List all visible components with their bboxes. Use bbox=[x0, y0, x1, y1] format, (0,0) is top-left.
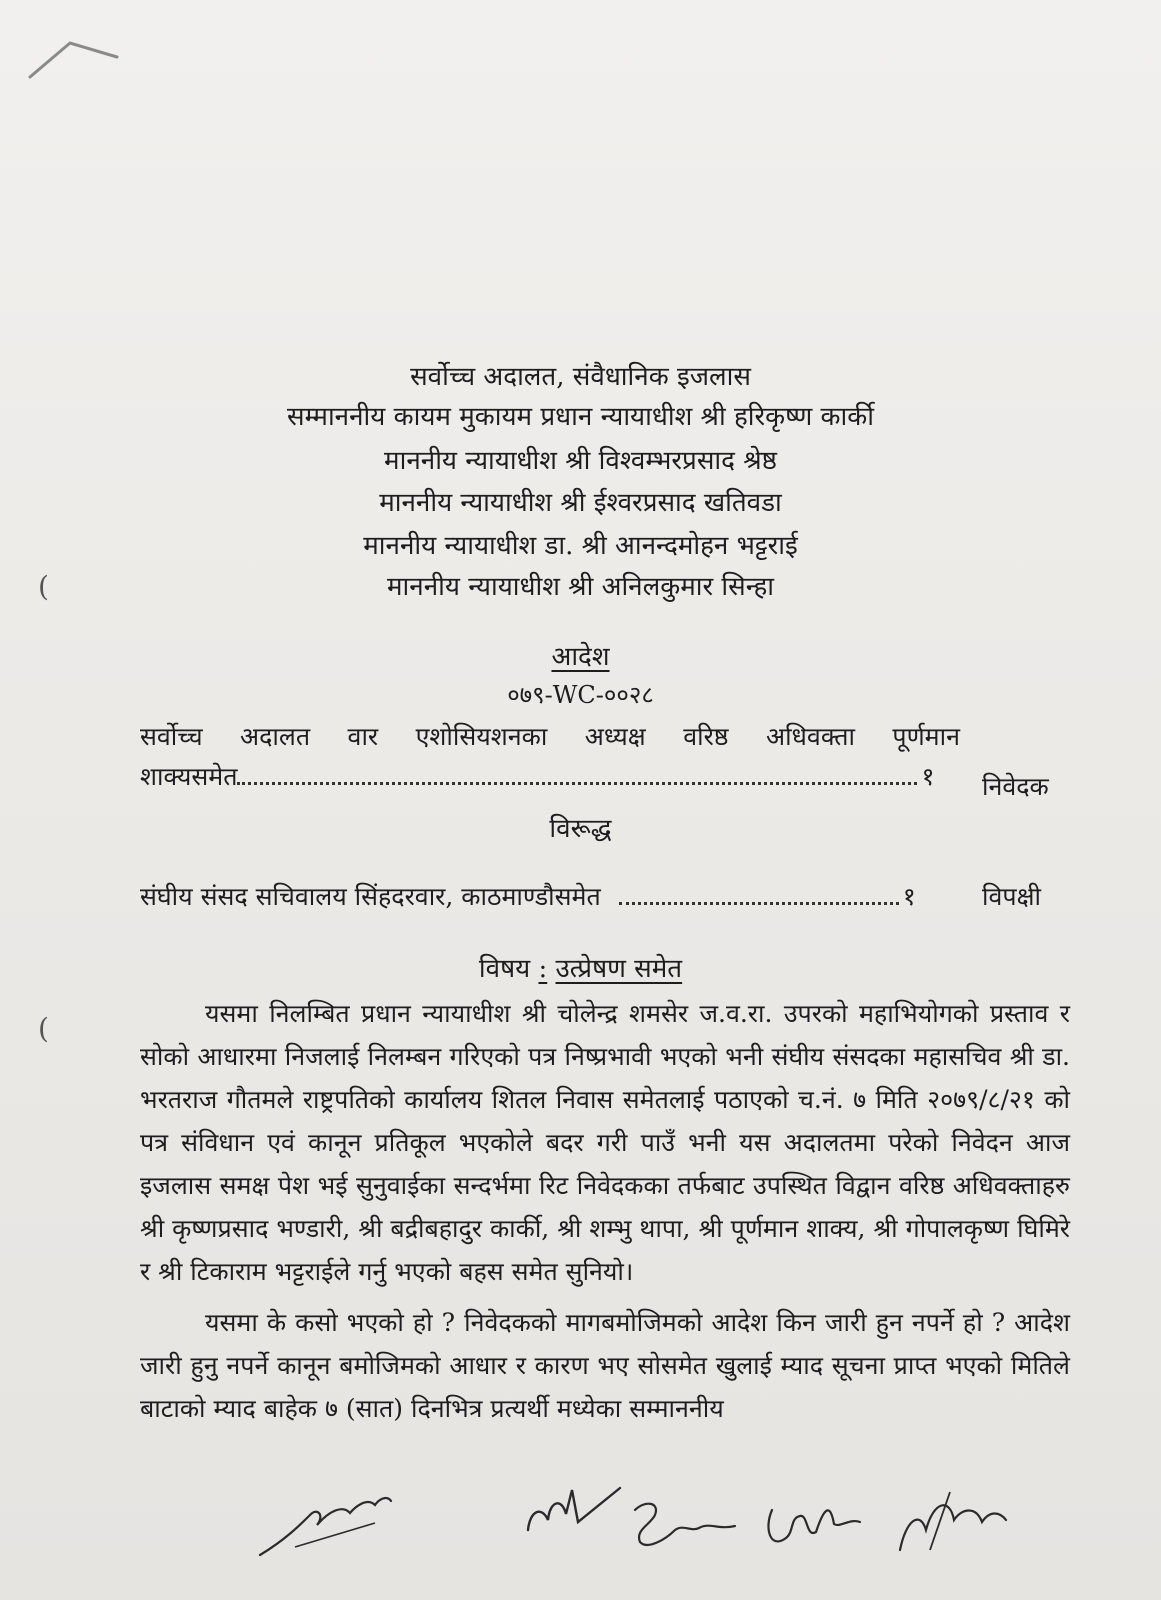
leader-dots bbox=[237, 764, 917, 785]
order-body bbox=[140, 992, 1070, 1430]
subject-separator: : bbox=[538, 954, 548, 984]
margin-bracket-mark: ( bbox=[38, 570, 49, 603]
petitioner-line-1 bbox=[140, 720, 960, 754]
respondent-role: विपक्षी bbox=[982, 882, 1041, 911]
petitioner-word: एशोसियशनका bbox=[415, 722, 548, 751]
handwritten-signature bbox=[255, 1485, 395, 1565]
court-name: सर्वोच्च अदालत, संवैधानिक इजलास bbox=[410, 362, 751, 392]
body-paragraph-1: यसमा निलम्बित प्रधान न्यायाधीश श्री चोलेन्द्र शमसेर ज.व.रा. उपरको महाभियोगको प्रस्ताव र सोको आधारमा निजलाई निलम्बन गरिएको पत्र निष्प्रभावी भएको भनी संघीय संसदका महासचिव श्री डा. भरतराज गौतमले राष्ट्रपतिको कार्यालय शितल निवास समेतलाई पठाएको च.नं. ७ मिति २०७९/८/२१ को पत्र संविधान एवं कानून प्रतिकूल भएकोले बदर गरी पाउँ भनी यस अदालतमा परेको निवेदन आज इजलास समक्ष पेश भई सुनुवाईका सन्दर्भमा रिट निवेदकका तर्फबाट उपस्थित विद्वान वरिष्ठ अधिवक्ताहरु श्री कृष्णप्रसाद भण्डारी, श्री बद्रीबहादुर कार्की, श्री शम्भु थापा, श्री पूर्णमान शाक्य, श्री गोपालकृष्ण घिमिरे र श्री टिकाराम भट्टराईले गर्नु भएको बहस समेत सुनियो। bbox=[140, 999, 1070, 1286]
bench-line-1: सम्माननीय कायम मुकायम प्रधान न्यायाधीश श्री हरिकृष्ण कार्की bbox=[287, 402, 874, 432]
subject-line bbox=[0, 952, 1161, 986]
case-number: ०७९-WC-००२८ bbox=[507, 681, 654, 709]
margin-bracket-mark: ( bbox=[38, 1012, 49, 1045]
petitioner-count: १ bbox=[921, 762, 935, 791]
handwritten-signature bbox=[625, 1490, 745, 1560]
leader-dots bbox=[619, 884, 899, 905]
petitioner-word: अदालत bbox=[240, 722, 311, 751]
petitioner-name-end: शाक्यसमेत bbox=[140, 762, 238, 791]
petitioner-word: वरिष्ठ bbox=[683, 722, 729, 751]
subject-text: उत्प्रेषण समेत bbox=[555, 954, 683, 984]
petitioner-word: अध्यक्ष bbox=[584, 722, 646, 751]
handwritten-signature bbox=[520, 1480, 630, 1550]
petitioner-word: वार bbox=[347, 722, 379, 751]
bench-line-2: माननीय न्यायाधीश श्री विश्वम्भरप्रसाद श्रेष्ठ bbox=[384, 446, 777, 476]
corner-pen-mark bbox=[25, 35, 125, 85]
subject-label: विषय bbox=[478, 954, 531, 984]
bench-line-5: माननीय न्यायाधीश श्री अनिलकुमार सिन्हा bbox=[386, 572, 775, 602]
handwritten-signature bbox=[760, 1488, 870, 1558]
petitioner-line-2 bbox=[140, 760, 1070, 801]
bench-line-4: माननीय न्यायाधीश डा. श्री आनन्दमोहन भट्टराई bbox=[363, 531, 798, 561]
petitioner-role: निवेदक bbox=[982, 772, 1049, 801]
handwritten-signature bbox=[890, 1480, 1010, 1560]
petitioner-word: अधिवक्ता bbox=[765, 722, 855, 751]
order-title: आदेश bbox=[551, 642, 610, 672]
petitioner-word: सर्वोच्च bbox=[140, 722, 203, 751]
respondent-count: १ bbox=[902, 882, 916, 911]
petitioner-word: पूर्णमान bbox=[892, 722, 960, 751]
respondent-name: संघीय संसद सचिवालय सिंहदरवार, काठमाण्डौसमेत bbox=[140, 882, 601, 911]
respondent-line bbox=[140, 880, 1070, 914]
bench-line-3: माननीय न्यायाधीश श्री ईश्वरप्रसाद खतिवडा bbox=[379, 488, 782, 518]
versus-label: विरूद्ध bbox=[549, 814, 612, 844]
body-paragraph-2: यसमा के कसो भएको हो ? निवेदकको मागबमोजिमको आदेश किन जारी हुन नपर्ने हो ? आदेश जारी हुनु नपर्ने कानून बमोजिमको आधार र कारण भए सोसमेत खुलाई म्याद सूचना प्राप्त भएको मितिले बाटाको म्याद बाहेक ७ (सात) दिनभित्र प्रत्यर्थी मध्येका सम्माननीय bbox=[140, 1308, 1070, 1423]
